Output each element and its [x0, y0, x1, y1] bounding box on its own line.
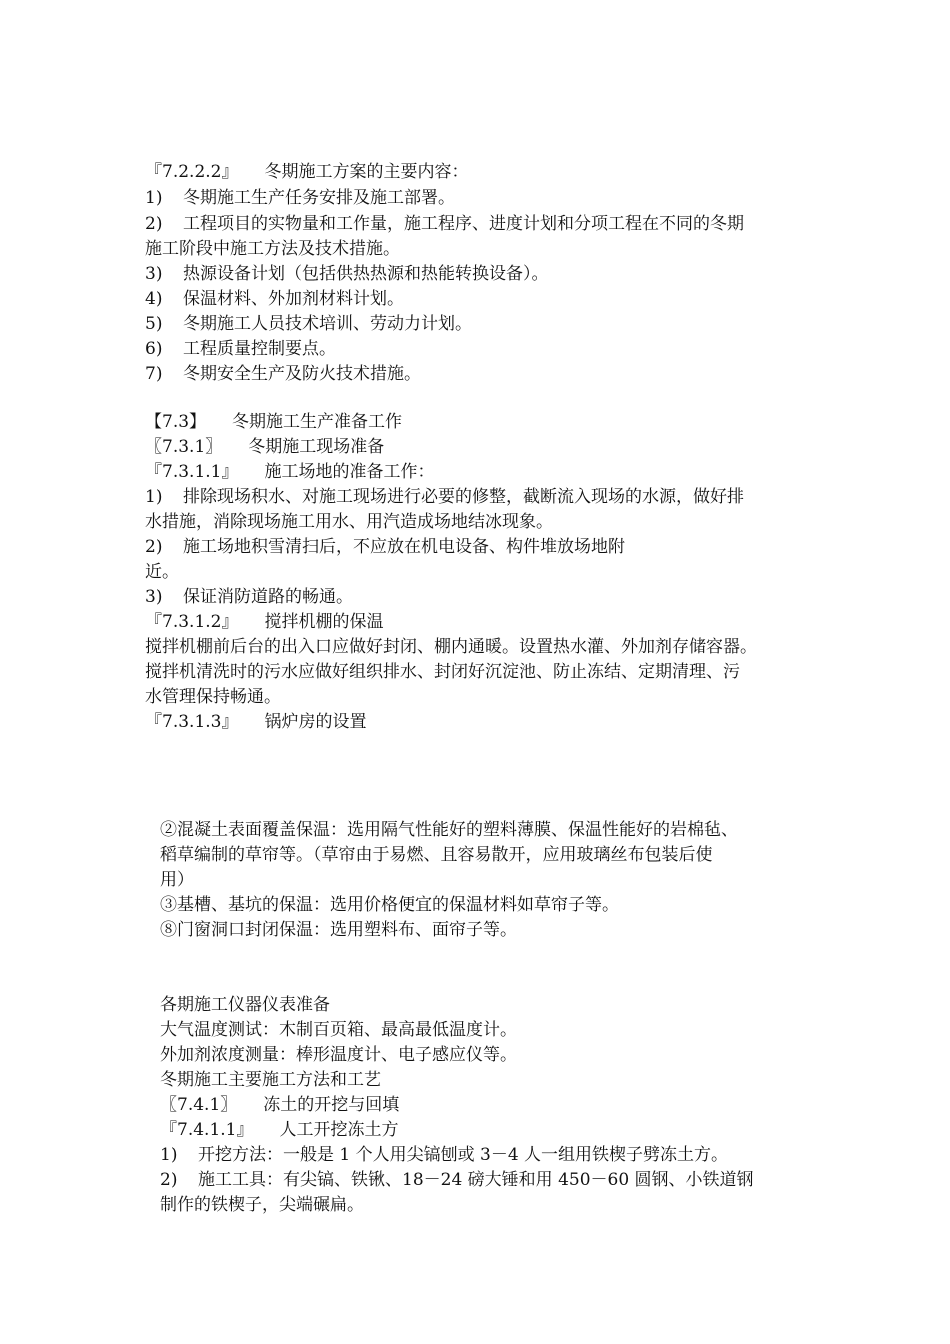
list-item-continuation: 水措施，消除现场施工用水、用汽造成场地结冰现象。	[145, 512, 553, 532]
list-item: 4) 保温材料、外加剂材料计划。	[145, 289, 404, 309]
list-item: 1) 排除现场积水、对施工现场进行必要的修整，截断流入现场的水源，做好排	[145, 487, 744, 507]
paragraph-line: 冬期施工主要施工方法和工艺	[160, 1070, 381, 1090]
paragraph-line: 稻草编制的草帘等。（草帘由于易燃、且容易散开，应用玻璃丝布包装后使	[160, 845, 713, 865]
list-item: 2) 工程项目的实物量和工作量，施工程序、进度计划和分项工程在不同的冬期	[145, 214, 744, 234]
paragraph-line: 大气温度测试：木制百页箱、最高最低温度计。	[160, 1020, 517, 1040]
paragraph-line: ⑧门窗洞口封闭保温：选用塑料布、面帘子等。	[160, 920, 517, 940]
list-item-continuation: 施工阶段中施工方法及技术措施。	[145, 239, 400, 259]
list-item-continuation: 近。	[145, 562, 179, 582]
heading-7-3: 【7.3】 冬期施工生产准备工作	[145, 412, 403, 432]
heading-7-3-1-3: 『7.3.1.3』 锅炉房的设置	[145, 712, 367, 732]
heading-text: 冬期施工方案的主要内容：	[264, 162, 469, 182]
heading-7-2-2-2	[145, 160, 468, 184]
paragraph-line: 搅拌机清洗时的污水应做好组织排水、封闭好沉淀池、防止冻结、定期清理、污	[145, 662, 740, 682]
list-item: 3) 保证消防道路的畅通。	[145, 587, 353, 607]
list-item: 6) 工程质量控制要点。	[145, 339, 336, 359]
heading-7-4-1-1: 『7.4.1.1』 人工开挖冻土方	[160, 1120, 399, 1140]
paragraph-line: 外加剂浓度测量：棒形温度计、电子感应仪等。	[160, 1045, 517, 1065]
heading-number: 『7.2.2.2』	[145, 162, 239, 182]
list-item: 3) 热源设备计划（包括供热热源和热能转换设备）。	[145, 264, 549, 284]
list-item: 1) 冬期施工生产任务安排及施工部署。	[145, 188, 455, 208]
heading-7-3-1-1: 『7.3.1.1』 施工场地的准备工作：	[145, 462, 435, 482]
heading-7-3-1-2: 『7.3.1.2』 搅拌机棚的保温	[145, 612, 384, 632]
list-item: 2) 施工场地积雪清扫后，不应放在机电设备、构件堆放场地附	[145, 537, 625, 557]
heading-7-4-1: 〖7.4.1〗 冻土的开挖与回填	[160, 1095, 400, 1115]
list-item: 2) 施工工具：有尖镐、铁锹、18－24 磅大锤和用 450－60 圆钢、小铁道钢	[160, 1170, 754, 1190]
list-item: 5) 冬期施工人员技术培训、劳动力计划。	[145, 314, 472, 334]
paragraph-line: 水管理保持畅通。	[145, 687, 281, 707]
paragraph-line: 用）	[160, 870, 194, 890]
paragraph-line: 搅拌机棚前后台的出入口应做好封闭、棚内通暖。设置热水灌、外加剂存储容器。	[145, 637, 757, 657]
list-item-continuation: 制作的铁楔子，尖端碾扁。	[160, 1195, 364, 1215]
list-item: 7) 冬期安全生产及防火技术措施。	[145, 364, 421, 384]
heading-7-3-1: 〖7.3.1〗 冬期施工现场准备	[145, 437, 385, 457]
list-item: 1) 开挖方法：一般是 1 个人用尖镐刨或 3－4 人一组用铁楔子劈冻土方。	[160, 1145, 729, 1165]
paragraph-line: 各期施工仪器仪表准备	[160, 995, 330, 1015]
paragraph-line: ②混凝土表面覆盖保温：选用隔气性能好的塑料薄膜、保温性能好的岩棉毡、	[160, 820, 738, 840]
paragraph-line: ③基槽、基坑的保温：选用价格便宜的保温材料如草帘子等。	[160, 895, 619, 915]
